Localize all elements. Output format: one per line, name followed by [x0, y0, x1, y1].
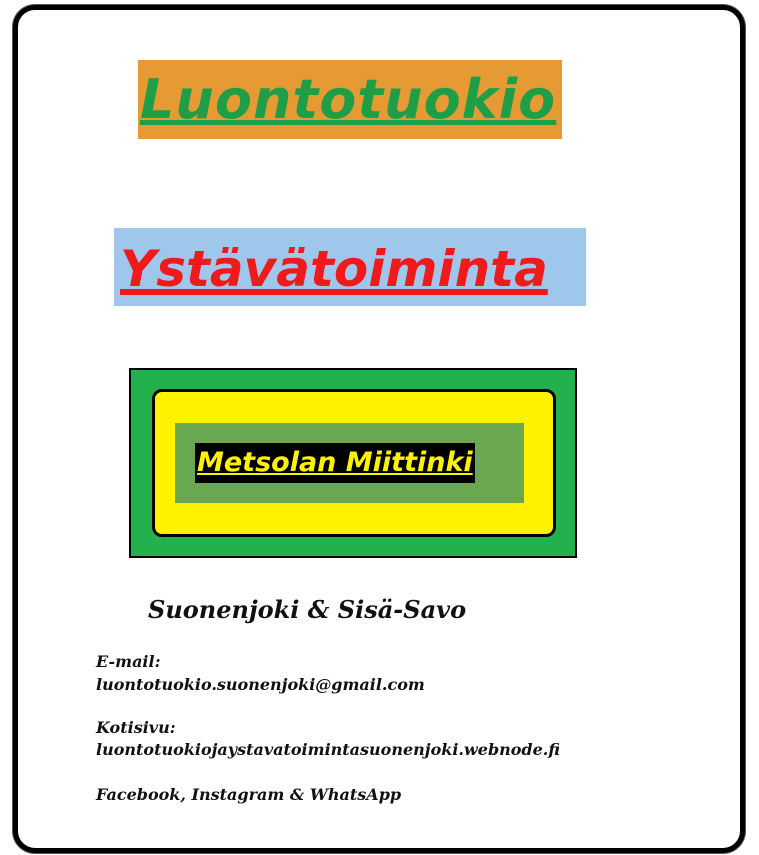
homepage-label: Kotisivu: [96, 718, 176, 737]
region-text: Suonenjoki & Sisä-Savo [148, 595, 467, 624]
homepage-url[interactable]: luontotuokiojaystavatoimintasuonenjoki.webnode.fi [96, 740, 560, 759]
title-primary: Luontotuokio [140, 68, 557, 131]
email-address[interactable]: luontotuokio.suonenjoki@gmail.com [96, 675, 425, 694]
social-channels: Facebook, Instagram & WhatsApp [96, 785, 402, 804]
title-secondary: Ystävätoiminta [120, 240, 548, 298]
event-name: Metsolan Miittinki [195, 443, 475, 483]
email-label: E-mail: [96, 652, 161, 671]
event-box-outer [129, 368, 577, 558]
title-primary-banner [138, 60, 562, 139]
event-box-inner [175, 423, 524, 503]
title-secondary-banner [114, 228, 586, 306]
event-box-middle [152, 389, 556, 537]
